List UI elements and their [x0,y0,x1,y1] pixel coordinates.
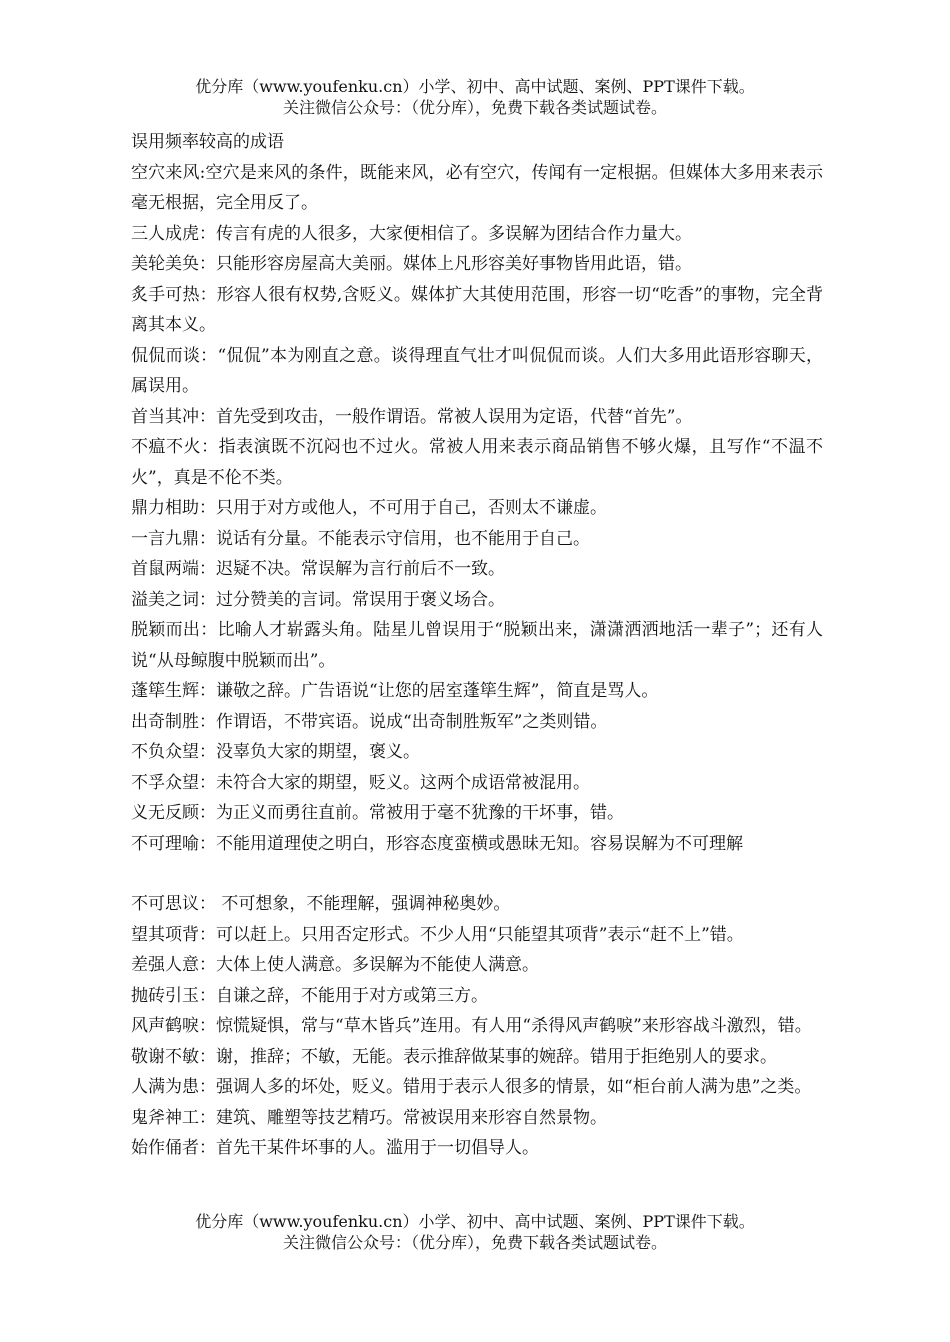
idiom-entry: 鼎力相助：只用于对方或他人，不可用于自己，否则太不谦虚。 [131,498,607,518]
idiom-entry: 鬼斧神工：建筑、雕塑等技艺精巧。常被误用来形容自然景物。 [131,1107,607,1128]
idiom-entry: 美轮美奂：只能形容房屋高大美丽。媒体上凡形容美好事物皆用此语，错。 [131,254,692,274]
idiom-entry: 始作俑者：首先干某件坏事的人。滥用于一切倡导人。 [131,1138,539,1158]
header-line-1: 优分库（www.youfenku.cn）小学、初中、高中试题、案例、PPT课件下载。 [195,77,755,96]
idiom-entry: 一言九鼎：说话有分量。不能表示守信用，也不能用于自己。 [131,528,590,549]
idiom-entry: 首鼠两端：迟疑不决。常误解为言行前后不一致。 [131,559,505,579]
idiom-entry: 敬谢不敏：谢，推辞；不敏，无能。表示推辞做某事的婉辞。错用于拒绝别人的要求。 [131,1046,777,1067]
idiom-entry: 风声鹤唳：惊慌疑惧，常与“草木皆兵”连用。有人用“杀得风声鹤唳”来形容战斗激烈，错。 [131,1016,812,1036]
idiom-entry: 首当其冲：首先受到攻击，一般作谓语。常被人误用为定语，代替“首先”。 [131,406,693,427]
idiom-entry: 抛砖引玉：自谦之辞，不能用于对方或第三方。 [131,985,488,1006]
section-title: 误用频率较高的成语 [131,132,284,152]
footer-line-2: 关注微信公众号：（优分库），免费下载各类试题试卷。 [282,1233,667,1252]
idiom-entry: 脱颖而出：比喻人才崭露头角。陆星儿曾误用于“脱颖出来，潇潇洒洒地活一辈子”；还有人说“从母鲸腹中脱颖而出”。 [131,620,823,671]
blank-line [131,859,823,889]
document-body [131,127,823,1164]
idiom-entry: 侃侃而谈：“侃侃”本为刚直之意。谈得理直气壮才叫侃侃而谈。人们大多用此语形容聊天，属误用。 [131,345,823,396]
idiom-entry: 差强人意：大体上使人满意。多误解为不能使人满意。 [131,955,539,975]
footer-line-1: 优分库（www.youfenku.cn）小学、初中、高中试题、案例、PPT课件下载。 [195,1212,755,1231]
idiom-entry: 望其项背：可以赶上。只用否定形式。不少人用“只能望其项背”表示“赶不上”错。 [131,924,744,945]
idiom-entry: 不可理喻：不能用道理使之明白，形容态度蛮横或愚昧无知。容易误解为不可理解 [131,833,743,854]
idiom-entry: 人满为患：强调人多的坏处，贬义。错用于表示人很多的情景，如“柜台前人满为患”之类。 [131,1077,812,1097]
idiom-entry: 不负众望：没辜负大家的期望，褒义。 [131,742,420,762]
idiom-entry: 义无反顾：为正义而勇往直前。常被用于毫不犹豫的干坏事，错。 [131,803,624,823]
idiom-entry: 蓬筚生辉：谦敬之辞。广告语说“让您的居室蓬筚生辉”，简直是骂人。 [131,681,659,701]
idiom-entry: 不可思议： 不可想象，不能理解，强调神秘奥妙。 [131,894,511,914]
header-line-2: 关注微信公众号：（优分库），免费下载各类试题试卷。 [282,98,667,117]
idiom-entry: 三人成虎：传言有虎的人很多，大家便相信了。多误解为团结合作力量大。 [131,223,692,244]
page-footer [0,1211,950,1253]
idiom-entry: 溢美之词：过分赞美的言词。常误用于褒义场合。 [131,589,505,610]
idiom-entry: 不瘟不火：指表演既不沉闷也不过火。常被人用来表示商品销售不够火爆，且写作“不温不火”，真是不伦不类。 [131,437,823,488]
page-header [0,76,950,118]
idiom-entry: 炙手可热：形容人很有权势,含贬义。媒体扩大其使用范围，形容一切“吃香”的事物，完全背离其本义。 [131,284,823,335]
idiom-entry: 不孚众望：未符合大家的期望，贬义。这两个成语常被混用。 [131,772,590,793]
idiom-entry: 出奇制胜：作谓语，不带宾语。说成“出奇制胜叛军”之类则错。 [131,711,608,732]
idiom-entry: 空穴来风:空穴是来风的条件，既能来风，必有空穴，传闻有一定根据。但媒体大多用来表示毫无根据，完全用反了。 [131,162,823,213]
